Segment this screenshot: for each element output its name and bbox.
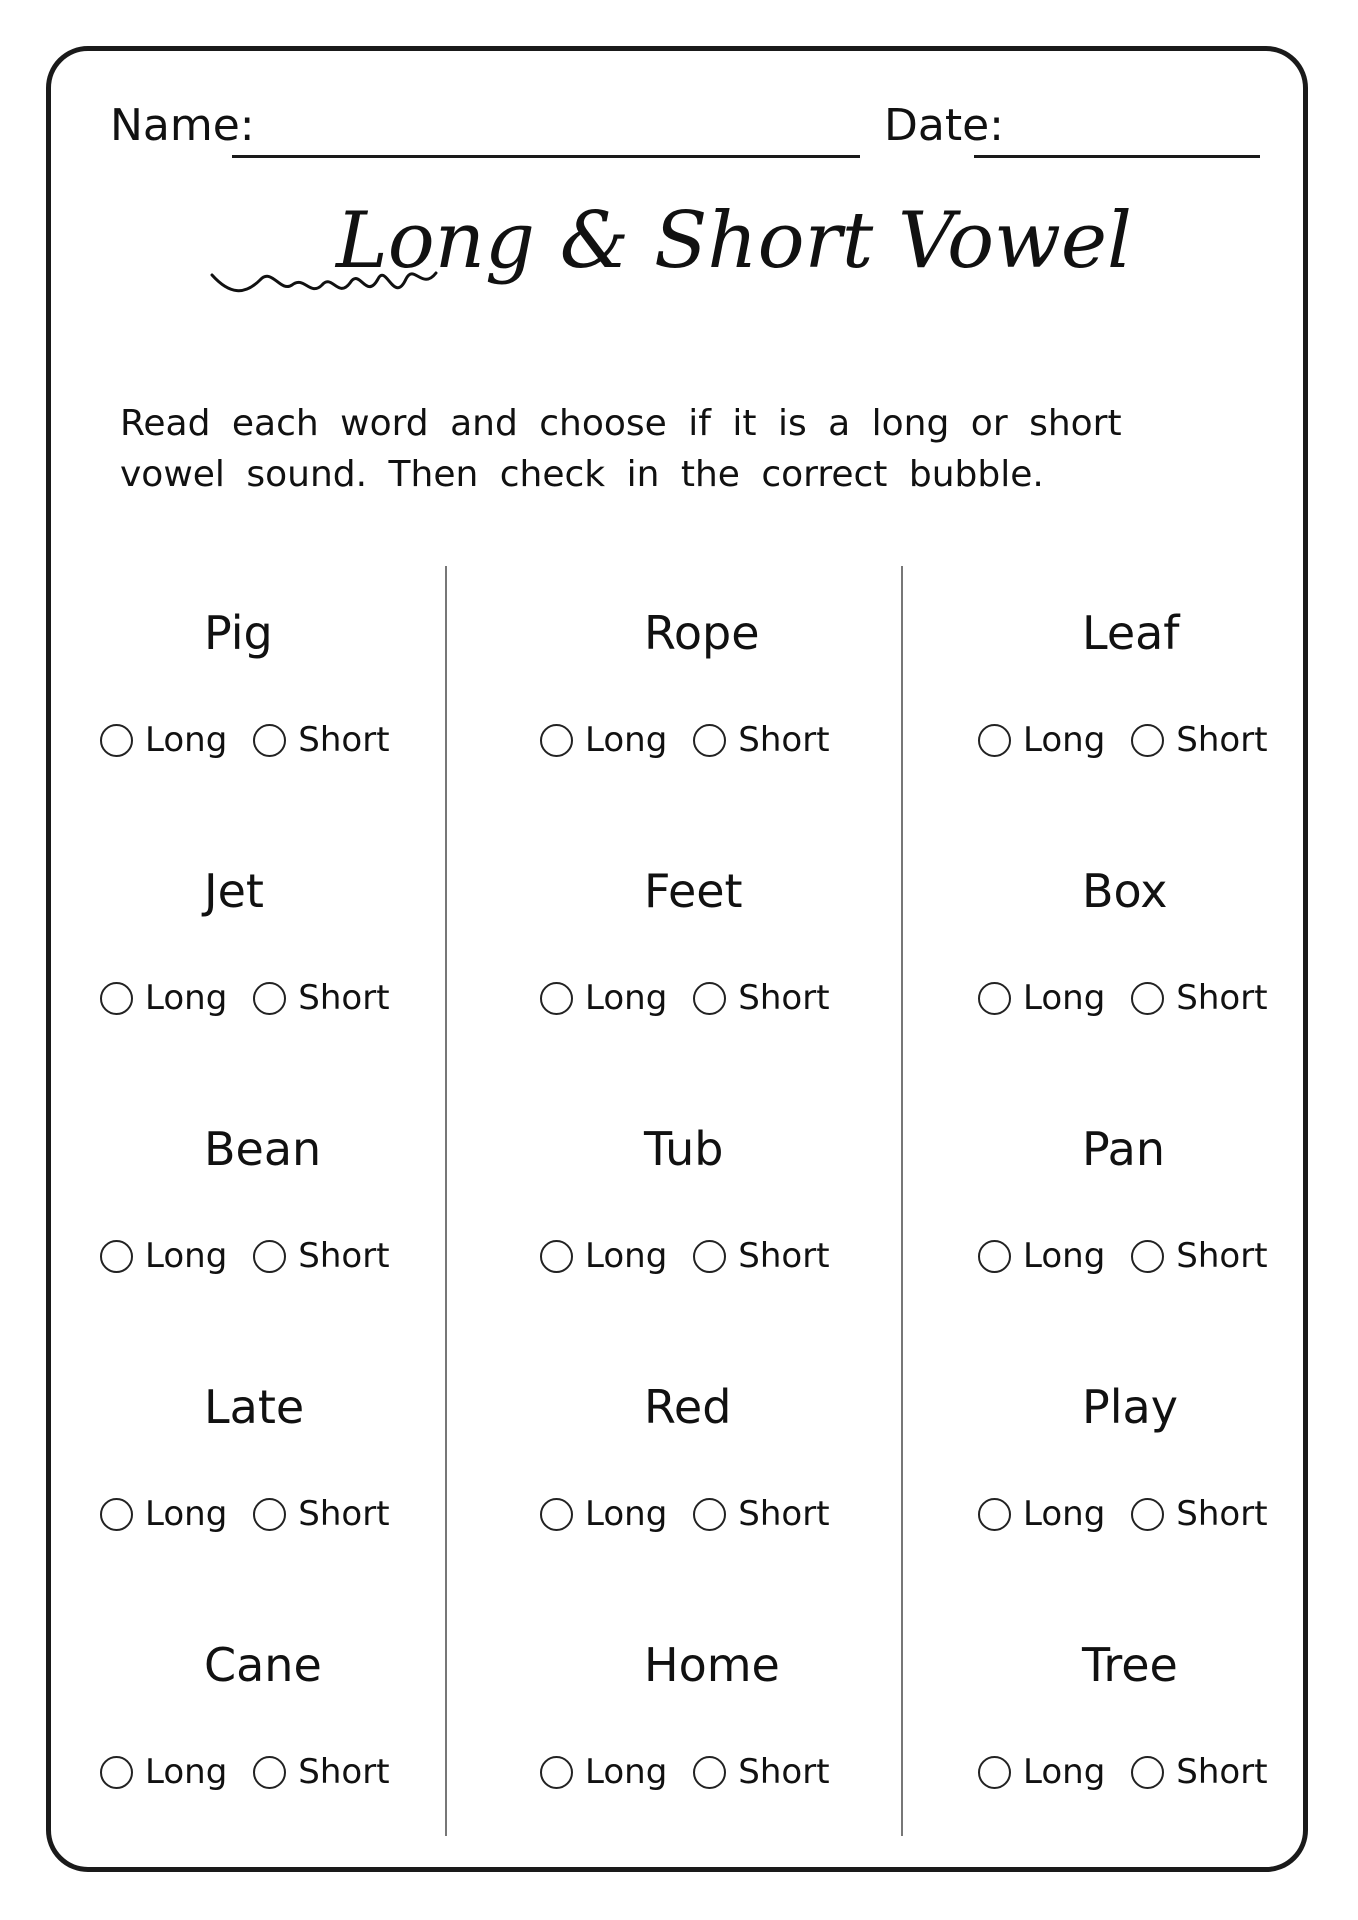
vocab-word: Bean <box>204 1122 322 1176</box>
long-label: Long <box>145 1752 228 1792</box>
word-item <box>978 864 1358 1122</box>
short-option[interactable] <box>693 720 829 760</box>
long-bubble[interactable] <box>100 1240 133 1273</box>
word-item <box>100 864 480 1122</box>
short-option[interactable] <box>253 1236 389 1276</box>
long-label: Long <box>585 1752 668 1792</box>
short-bubble[interactable] <box>693 1498 726 1531</box>
long-bubble[interactable] <box>540 1756 573 1789</box>
answer-options <box>540 1494 856 1534</box>
word-item <box>540 606 920 864</box>
long-label: Long <box>585 1494 668 1534</box>
long-bubble[interactable] <box>540 1498 573 1531</box>
short-label: Short <box>298 1236 390 1276</box>
name-field[interactable] <box>232 155 860 158</box>
word-item <box>100 1122 480 1380</box>
long-label: Long <box>1023 978 1106 1018</box>
long-option[interactable] <box>978 720 1105 760</box>
answer-options <box>540 720 856 760</box>
short-bubble[interactable] <box>1131 1240 1164 1273</box>
long-label: Long <box>1023 1752 1106 1792</box>
date-field[interactable] <box>974 155 1260 158</box>
long-option[interactable] <box>100 1236 227 1276</box>
long-option[interactable] <box>100 1752 227 1792</box>
answer-options <box>540 1752 856 1792</box>
short-label: Short <box>738 1752 830 1792</box>
word-item <box>540 1122 920 1380</box>
vocab-word: Late <box>204 1380 305 1434</box>
long-bubble[interactable] <box>978 982 1011 1015</box>
vocab-word: Home <box>644 1638 780 1692</box>
answer-options <box>978 1752 1294 1792</box>
answer-options <box>540 1236 856 1276</box>
long-option[interactable] <box>978 978 1105 1018</box>
short-bubble[interactable] <box>253 1498 286 1531</box>
long-bubble[interactable] <box>978 1240 1011 1273</box>
word-item <box>978 606 1358 864</box>
word-item <box>978 1638 1358 1896</box>
long-label: Long <box>145 720 228 760</box>
long-label: Long <box>145 1236 228 1276</box>
vocab-word: Leaf <box>1082 606 1180 660</box>
short-label: Short <box>298 1494 390 1534</box>
word-item <box>540 1638 920 1896</box>
short-option[interactable] <box>1131 1236 1267 1276</box>
long-option[interactable] <box>540 978 667 1018</box>
short-bubble[interactable] <box>693 1756 726 1789</box>
vocab-word: Play <box>1082 1380 1178 1434</box>
word-column <box>978 606 1358 1896</box>
short-label: Short <box>298 978 390 1018</box>
short-bubble[interactable] <box>1131 1756 1164 1789</box>
long-bubble[interactable] <box>100 1756 133 1789</box>
short-label: Short <box>738 1494 830 1534</box>
long-label: Long <box>145 978 228 1018</box>
short-label: Short <box>738 720 830 760</box>
long-label: Long <box>1023 1494 1106 1534</box>
long-option[interactable] <box>100 978 227 1018</box>
short-option[interactable] <box>253 978 389 1018</box>
long-bubble[interactable] <box>978 1498 1011 1531</box>
short-label: Short <box>738 1236 830 1276</box>
short-label: Short <box>1176 1494 1268 1534</box>
word-item <box>100 606 480 864</box>
word-item <box>978 1380 1358 1638</box>
page-title: Long & Short Vowel <box>336 196 1132 286</box>
word-item <box>100 1380 480 1638</box>
answer-options <box>978 1236 1294 1276</box>
vocab-word: Cane <box>204 1638 322 1692</box>
long-bubble[interactable] <box>100 982 133 1015</box>
date-label: Date: <box>884 100 1004 151</box>
short-bubble[interactable] <box>253 982 286 1015</box>
answer-options <box>100 1236 416 1276</box>
long-bubble[interactable] <box>100 724 133 757</box>
long-option[interactable] <box>978 1752 1105 1792</box>
word-column <box>100 606 480 1896</box>
short-bubble[interactable] <box>253 724 286 757</box>
short-option[interactable] <box>253 720 389 760</box>
long-label: Long <box>145 1494 228 1534</box>
short-option[interactable] <box>1131 1752 1267 1792</box>
long-bubble[interactable] <box>978 1756 1011 1789</box>
vocab-word: Pig <box>204 606 273 660</box>
answer-options <box>540 978 856 1018</box>
vocab-word: Jet <box>204 864 264 918</box>
long-bubble[interactable] <box>540 1240 573 1273</box>
short-option[interactable] <box>1131 720 1267 760</box>
short-bubble[interactable] <box>693 982 726 1015</box>
short-option[interactable] <box>253 1494 389 1534</box>
answer-options <box>100 1494 416 1534</box>
long-option[interactable] <box>540 720 667 760</box>
short-label: Short <box>298 1752 390 1792</box>
short-bubble[interactable] <box>693 1240 726 1273</box>
vocab-word: Rope <box>644 606 760 660</box>
short-option[interactable] <box>253 1752 389 1792</box>
short-label: Short <box>1176 720 1268 760</box>
long-bubble[interactable] <box>100 1498 133 1531</box>
vocab-word: Pan <box>1082 1122 1166 1176</box>
short-option[interactable] <box>1131 1494 1267 1534</box>
short-bubble[interactable] <box>253 1240 286 1273</box>
vocab-word: Box <box>1082 864 1168 918</box>
short-option[interactable] <box>693 1752 829 1792</box>
long-bubble[interactable] <box>978 724 1011 757</box>
long-option[interactable] <box>540 1236 667 1276</box>
long-option[interactable] <box>540 1494 667 1534</box>
vocab-word: Tub <box>644 1122 724 1176</box>
word-item <box>540 1380 920 1638</box>
long-option[interactable] <box>100 1494 227 1534</box>
name-label: Name: <box>110 100 255 151</box>
word-column <box>540 606 920 1896</box>
answer-options <box>978 978 1294 1018</box>
long-option[interactable] <box>540 1752 667 1792</box>
long-option[interactable] <box>100 720 227 760</box>
answer-options <box>100 720 416 760</box>
answer-options <box>978 720 1294 760</box>
word-item <box>100 1638 480 1896</box>
short-label: Short <box>1176 978 1268 1018</box>
answer-options <box>100 1752 416 1792</box>
short-bubble[interactable] <box>253 1756 286 1789</box>
short-option[interactable] <box>1131 978 1267 1018</box>
short-bubble[interactable] <box>1131 982 1164 1015</box>
vocab-word: Tree <box>1082 1638 1178 1692</box>
long-label: Long <box>585 978 668 1018</box>
short-option[interactable] <box>693 978 829 1018</box>
short-bubble[interactable] <box>1131 1498 1164 1531</box>
word-item <box>978 1122 1358 1380</box>
vocab-word: Feet <box>644 864 743 918</box>
instructions: Read each word and choose if it is a long or short vowel sound. Then check in the correct bubble. <box>120 403 1122 495</box>
short-option[interactable] <box>693 1236 829 1276</box>
long-bubble[interactable] <box>540 724 573 757</box>
long-label: Long <box>585 1236 668 1276</box>
short-option[interactable] <box>693 1494 829 1534</box>
short-label: Short <box>738 978 830 1018</box>
long-label: Long <box>585 720 668 760</box>
word-item <box>540 864 920 1122</box>
short-bubble[interactable] <box>693 724 726 757</box>
long-option[interactable] <box>978 1494 1105 1534</box>
short-bubble[interactable] <box>1131 724 1164 757</box>
short-label: Short <box>1176 1236 1268 1276</box>
vocab-word: Red <box>644 1380 732 1434</box>
long-option[interactable] <box>978 1236 1105 1276</box>
answer-options <box>978 1494 1294 1534</box>
answer-options <box>100 978 416 1018</box>
long-bubble[interactable] <box>540 982 573 1015</box>
long-label: Long <box>1023 1236 1106 1276</box>
long-label: Long <box>1023 720 1106 760</box>
short-label: Short <box>1176 1752 1268 1792</box>
short-label: Short <box>298 720 390 760</box>
